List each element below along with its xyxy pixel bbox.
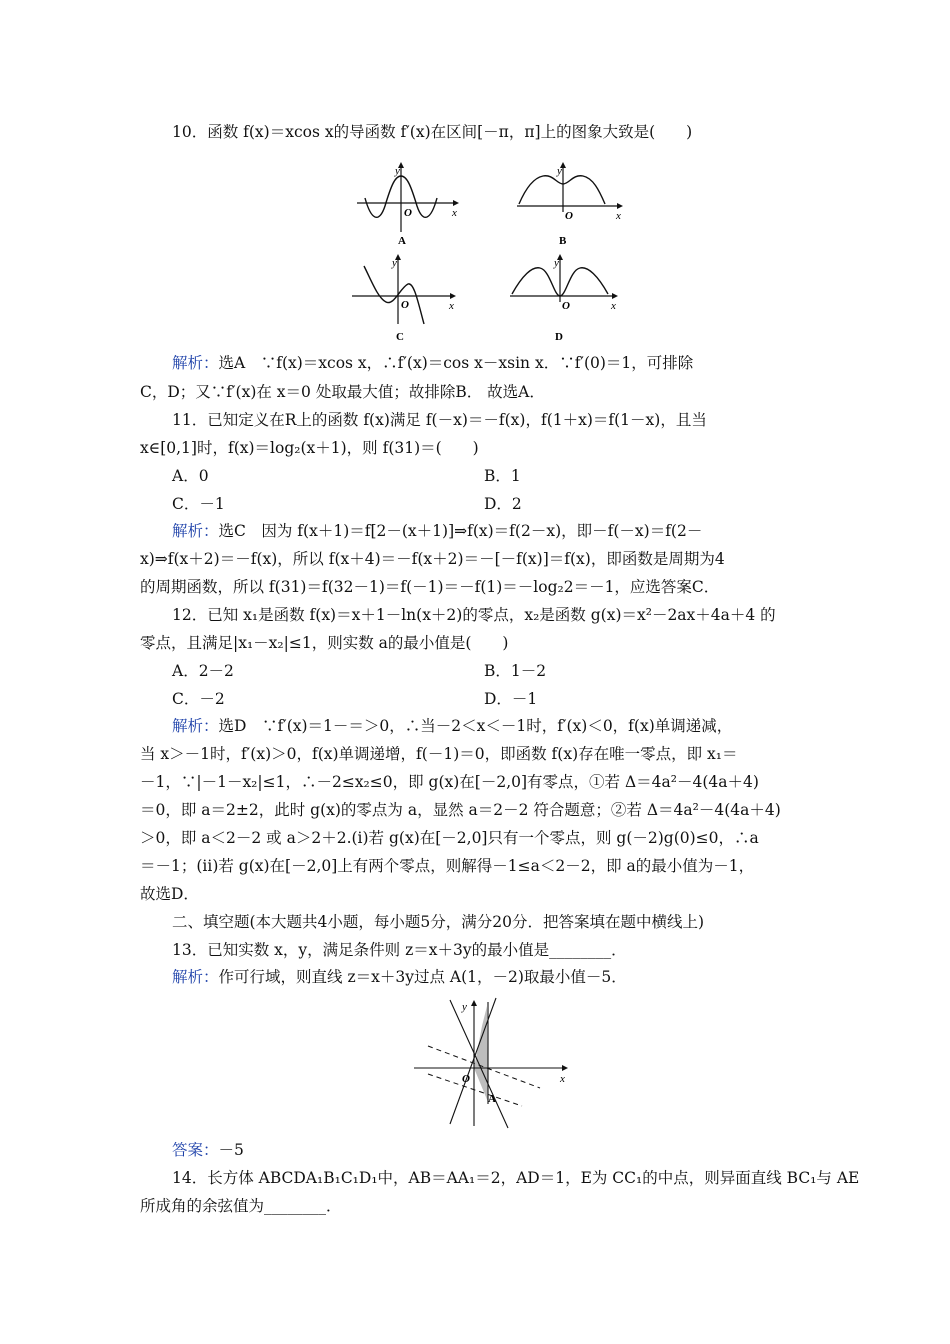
axis-y-label: y	[557, 165, 562, 177]
q12-analysis-line-1: 解析：选D ∵f′(x)＝1－＝＞0，∴当－2＜x＜－1时，f′(x)＜0，f(x)单调递减，	[172, 717, 733, 735]
q12-option-a: A．2－2	[172, 662, 234, 680]
axis-y-label: y	[395, 165, 400, 177]
axis-x-label: x	[452, 207, 457, 219]
q10-graph-b	[513, 160, 633, 254]
q13-stem: 13．已知实数 x，y，满足条件则 z＝x＋3y的最小值是________．	[172, 941, 627, 959]
q13-answer: 答案：－5	[172, 1141, 244, 1159]
q10-graph-c	[350, 252, 465, 351]
graph-b-label: B	[559, 235, 567, 247]
analysis-label: 解析：	[172, 968, 219, 986]
origin-label: O	[565, 210, 573, 222]
origin-label: O	[401, 299, 409, 311]
q11-option-d: D．2	[484, 495, 522, 513]
axis-y-label: y	[462, 1001, 467, 1013]
q10-analysis-line-2: C，D；又∵f′(x)在 x＝0 处取最大值；故排除B． 故选A．	[140, 383, 545, 401]
q10-stem: 10．函数 f(x)＝xcos x的导函数 f′(x)在区间[－π，π]上的图象大致是( )	[172, 123, 693, 141]
axis-x-label: x	[611, 300, 616, 312]
q12-stem-line-2: 零点，且满足|x₁－x₂|≤1，则实数 a的最小值是( )	[140, 634, 509, 652]
q12-analysis-line-4: ＝0，即 a＝2±2，此时 g(x)的零点为 a，显然 a＝2－2 符合题意；②若 Δ＝4a²－4(4a＋4)	[140, 801, 781, 819]
q14-stem-line-1: 14．长方体 ABCDA₁B₁C₁D₁中，AB＝AA₁＝2，AD＝1，E为 CC₁的中点，则异面直线 BC₁与 AE	[172, 1169, 860, 1187]
q11-analysis-line-1: 解析：选C 因为 f(x＋1)＝f[2－(x＋1)]⇒f(x)＝f(2－x)，即－f(－x)＝f(2－	[172, 522, 703, 540]
analysis-label: 解析：	[172, 717, 219, 735]
origin-label: O	[462, 1073, 470, 1085]
answer-label: 答案：	[172, 1141, 219, 1159]
q14-stem-line-2: 所成角的余弦值为________．	[140, 1197, 342, 1215]
q12-analysis-line-3: －1，∵|－1－x₂|≤1，∴－2≤x₂≤0，即 g(x)在[－2,0]有零点，①若 Δ＝4a²－4(4a＋4)	[140, 773, 759, 791]
q10-analysis-line-1: 解析：选A ∵f(x)＝xcos x，∴f′(x)＝cos x－xsin x．∵f′(0)＝1，可排除	[172, 354, 694, 372]
q11-analysis-line-2: x)⇒f(x＋2)＝－f(x)，所以 f(x＋4)＝－f(x＋2)＝－[－f(x)]＝f(x)，即函数是周期为4	[140, 550, 725, 568]
q11-stem-line-2: x∈[0,1]时，f(x)＝log₂(x＋1)，则 f(31)＝( )	[140, 439, 479, 457]
q12-stem-line-1: 12．已知 x₁是函数 f(x)＝x＋1－ln(x＋2)的零点，x₂是函数 g(x)＝x²－2ax＋4a＋4 的	[172, 606, 776, 624]
analysis-label: 解析：	[172, 354, 219, 372]
q10-graph-a	[355, 160, 465, 254]
axis-y-label: y	[554, 257, 559, 269]
axis-x-label: x	[560, 1073, 565, 1085]
q12-analysis-line-2: 当 x＞－1时，f′(x)＞0，f(x)单调递增，f(－1)＝0，即函数 f(x)存在唯一零点，即 x₁＝	[140, 745, 738, 763]
q11-stem-line-1: 11．已知定义在R上的函数 f(x)满足 f(－x)＝－f(x)，f(1＋x)＝f(1－x)，且当	[172, 411, 707, 429]
q10-graph-d	[508, 252, 628, 351]
origin-label: O	[562, 300, 570, 312]
q12-option-b: B．1－2	[484, 662, 547, 680]
q12-analysis-line-6: ＝－1；(ⅱ)若 g(x)在[－2,0]上有两个零点，则解得－1≤a＜2－2，即 a的最小值为－1，	[140, 857, 755, 875]
graph-c-label: C	[396, 331, 404, 343]
analysis-label: 解析：	[172, 522, 219, 540]
section-2-title: 二、填空题(本大题共4小题，每小题5分，满分20分．把答案填在题中横线上)	[172, 913, 705, 931]
q12-analysis-line-7: 故选D．	[140, 885, 199, 903]
q12-option-d: D．－1	[484, 690, 538, 708]
q11-option-c: C．－1	[172, 495, 225, 513]
q12-option-c: C．－2	[172, 690, 225, 708]
q13-analysis: 解析：作可行域，则直线 z＝x＋3y过点 A(1，－2)取最小值－5．	[172, 968, 627, 986]
q11-option-b: B．1	[484, 467, 521, 485]
axis-y-label: y	[392, 257, 397, 269]
q11-option-a: A．0	[172, 467, 209, 485]
axis-x-label: x	[616, 210, 621, 222]
q13-feasible-region-figure	[410, 996, 580, 1136]
point-a-label: A	[488, 1093, 496, 1105]
q11-analysis-line-3: 的周期函数，所以 f(31)＝f(32－1)＝f(－1)＝－f(1)＝－log₂2＝－1，应选答案C．	[140, 578, 720, 596]
q12-analysis-line-5: ＞0，即 a＜2－2 或 a＞2＋2.(ⅰ)若 g(x)在[－2,0]只有一个零点，则 g(－2)g(0)≤0，∴a	[140, 829, 759, 847]
graph-a-label: A	[398, 235, 406, 247]
graph-d-label: D	[555, 331, 563, 343]
axis-x-label: x	[449, 300, 454, 312]
origin-label: O	[404, 207, 412, 219]
